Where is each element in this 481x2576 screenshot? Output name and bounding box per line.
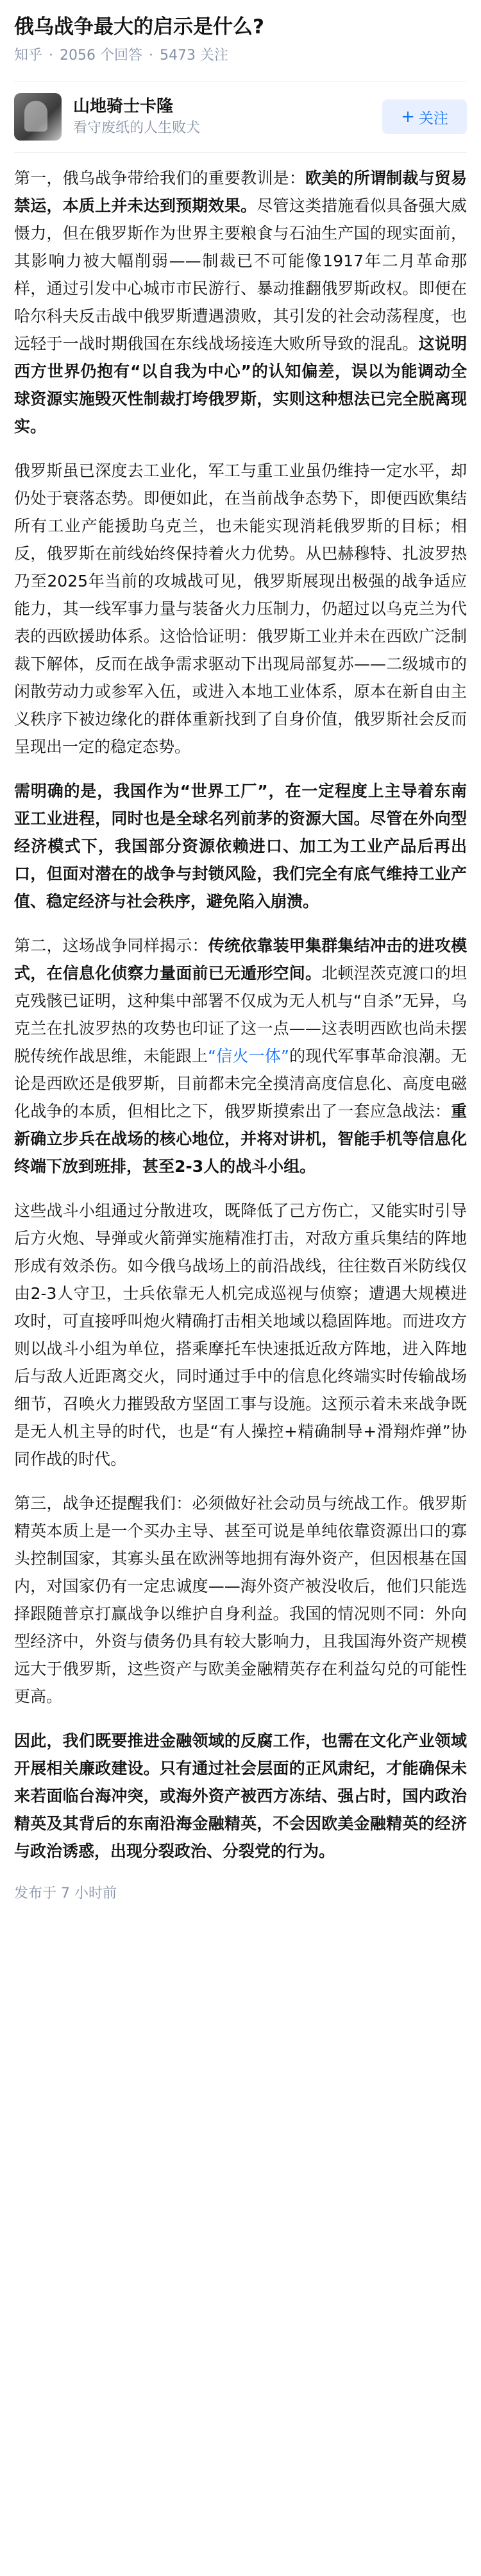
paragraph-3 xyxy=(14,777,467,915)
paragraph-4: 第二，这场战争同样揭示：传统依靠装甲集群集结冲击的进攻模式，在信息化侦察力量面前已无遁形空间。北顿涅茨克渡口的坦克残骸已证明，这种集中部署不仅成为无人机与“自杀”无异，乌克兰在扎波罗热的攻势也印证了这一点——这表明西欧也尚未摆脱传统作战思维，未能跟上“信火一体”的现代军事革命浪潮。无论是西欧还是俄罗斯，目前都未完全摸清高度信息化、高度电磁化战争的本质，但相比之下，俄罗斯摸索出了一套应急战法：重新确立步兵在战场的核心地位，并将对讲机，智能手机等信息化终端下放到班排，甚至2-3人的战斗小组。 xyxy=(14,936,467,1176)
publish-time: 发布于 7 小时前 xyxy=(14,1885,117,1902)
paragraph-7 xyxy=(14,1727,467,1865)
plus-icon: + xyxy=(401,107,415,126)
bold-text: 重新确立步兵在战场的核心地位，并将对讲机，智能手机等信息化终端下放到班排，甚至2-3人的战斗小组。 xyxy=(14,1102,467,1176)
bold-text: 因此，我们既要推进金融领域的反腐工作，也需在文化产业领域开展相关廉政建设。只有通过社会层面的正风肃纪，才能确保未来若面临台海冲突，或海外资产被西方冻结、强占时，国内政治精英及其背后的东南沿海金融精英，不会因欧美金融精英的经济与政治诱惑，出现分裂政治、分裂党的行为。 xyxy=(14,1731,467,1860)
inline-link[interactable]: “信火一体” xyxy=(208,1047,289,1065)
bold-text: 需明确的是，我国作为“世界工厂”，在一定程度上主导着东南亚工业进程，同时也是全球名列前茅的资源大国。尽管在外向型经济模式下，我国部分资源依赖进口、加工为工业产品后再出口，但面对潜在的战争与封锁风险，我们完全有底气维持工业产值、稳定经济与社会秩序，避免陷入崩溃。 xyxy=(14,782,467,911)
author-card xyxy=(14,82,467,153)
follow-count: 5473 关注 xyxy=(160,47,228,64)
bold-text: 欧美的所谓制裁与贸易禁运，本质上并未达到预期效果。 xyxy=(14,169,467,215)
paragraph-1: 第一，俄乌战争带给我们的重要教训是：欧美的所谓制裁与贸易禁运，本质上并未达到预期效果。尽管这类措施看似具备强大威慑力，但在俄罗斯作为世界主要粮食与石油生产国的现实面前，其影响力被大幅削弱——制裁已不可能像1917年二月革命那样，通过引发中心城市市民游行、暴动推翻俄罗斯政权。即便在哈尔科夫反击战中俄罗斯遭遇溃败，其引发的社会动荡程度，也远轻于一战时期俄国在东线战场接连大败所导致的混乱。这说明西方世界仍抱有“以自我为中心”的认知偏差，误以为能调动全球资源实施毁灭性制裁打垮俄罗斯，实则这种想法已完全脱离现实。 xyxy=(14,169,467,436)
follow-label: 关注 xyxy=(418,110,448,127)
bold-text: 传统依靠装甲集群集结冲击的进攻模式，在信息化侦察力量面前已无遁形空间。 xyxy=(14,936,467,983)
follow-button[interactable] xyxy=(382,99,467,134)
question-meta xyxy=(14,45,467,67)
author-name[interactable]: 山地骑士卡隆 xyxy=(73,97,174,116)
paragraph-6: 第三，战争还提醒我们：必须做好社会动员与统战工作。俄罗斯精英本质上是一个买办主导、甚至可说是单纯依靠资源出口的寡头控制国家，其寡头虽在欧洲等地拥有海外资产，但因根基在国内，对国家仍有一定忠诚度——海外资产被没收后，他们只能选择跟随普京打赢战争以维护自身利益。我国的情况则不同：外向型经济中，外资与债务仍具有较大影响力，且我国海外资产规模远大于俄罗斯，这些资产与欧美金融精英存在利益勾兑的可能性更高。 xyxy=(14,1494,467,1706)
avatar[interactable] xyxy=(14,93,62,141)
site-name[interactable]: 知乎 xyxy=(14,47,43,64)
meta-separator: · xyxy=(149,47,153,64)
author-info xyxy=(73,95,382,139)
paragraph-2: 俄罗斯虽已深度去工业化，军工与重工业虽仍维持一定水平，却仍处于衰落态势。即便如此，在当前战争态势下，即便西欧集结所有工业产能援助乌克兰，也未能实现消耗俄罗斯的目标；相反，俄罗斯在前线始终保持着火力优势。从巴赫穆特、扎波罗热乃至2025年当前的攻城战可见，俄罗斯展现出极强的战争适应能力，其一线军事力量与装备火力压制力，仍超过以乌克兰为代表的西欧援助体系。这恰恰证明：俄罗斯工业并未在西欧广泛制裁下解体，反而在战争需求驱动下出现局部复苏——二级城市的闲散劳动力或参军入伍，或进入本地工业体系，原本在新自由主义秩序下被边缘化的群体重新找到了自身价值，俄罗斯社会反而呈现出一定的稳定态势。 xyxy=(14,461,467,756)
bold-text: 这说明西方世界仍抱有“以自我为中心”的认知偏差，误以为能调动全球资源实施毁灭性制裁打垮俄罗斯，实则这种想法已完全脱离现实。 xyxy=(14,334,467,436)
meta-separator: · xyxy=(49,47,54,64)
question-title[interactable]: 俄乌战争最大的启示是什么? xyxy=(14,15,264,39)
paragraph-5: 这些战斗小组通过分散进攻，既降低了己方伤亡，又能实时引导后方火炮、导弹或火箭弹实施精准打击，对敌方重兵集结的阵地形成有效杀伤。如今俄乌战场上的前沿战线，往往数百米防线仅由2-3人守卫，士兵依靠无人机完成巡视与侦察；遭遇大规模进攻时，可直接呼叫炮火精确打击相关地域以稳固阵地。而进攻方则以战斗小组为单位，搭乘摩托车快速抵近敌方阵地，进入阵地后与敌人近距离交火，同时通过手中的信息化终端实时传输战场细节，召唤火力摧毁敌方坚固工事与设施。这预示着未来战争既是无人机主导的时代，也是“有人操控+精确制导+滑翔炸弹”协同作战的时代。 xyxy=(14,1201,467,1468)
answer-content xyxy=(14,153,467,1865)
answer-count[interactable]: 2056 个回答 xyxy=(60,47,142,64)
author-bio: 看守废纸的人生败犬 xyxy=(73,120,201,136)
